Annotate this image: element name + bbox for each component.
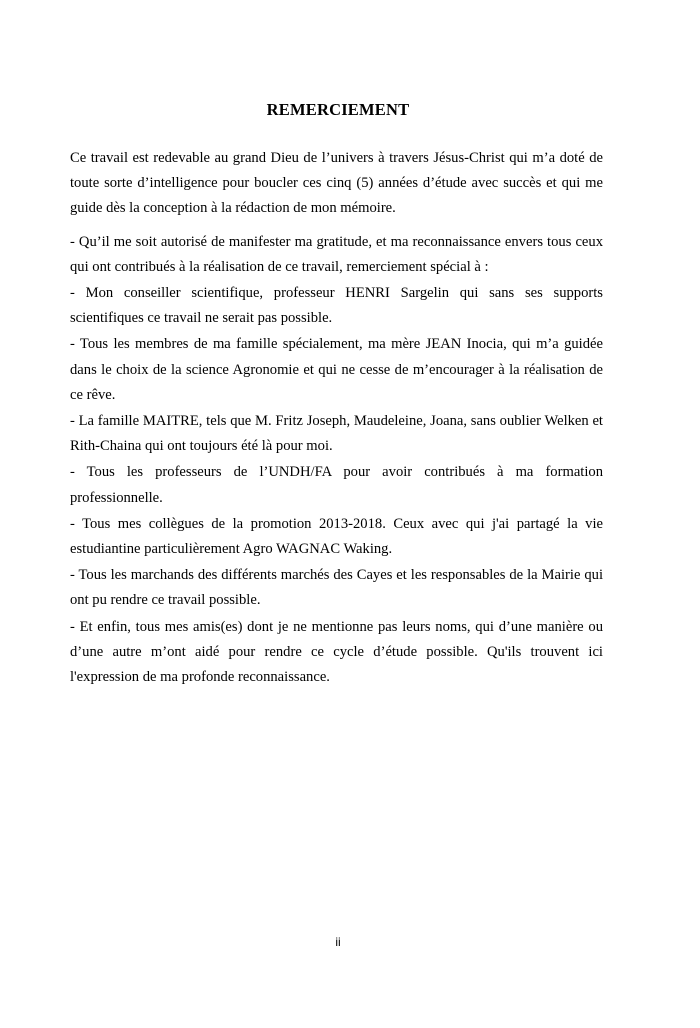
paragraph-professors: - Tous les professeurs de l’UNDH/FA pour avoir contribués à ma formation professionnelle. <box>70 464 603 506</box>
paragraph-colleagues: - Tous mes collègues de la promotion 2013-2018. Ceux avec qui j'ai partagé la vie estudiantine particulièrement Agro WAGNAC Waking. <box>70 515 603 558</box>
paragraph-friends: - Et enfin, tous mes amis(es) dont je ne mentionne pas leurs noms, qui d’une manière ou d’une autre m’ont aidé pour rendre ce cycle d’étude possible. Qu'ils trouvent ici l'expression de ma profonde reconnaissance. <box>70 618 603 686</box>
paragraph-maitre-family: - La famille MAITRE, tels que M. Fritz Joseph, Maudeleine, Joana, sans oublier Welken et Rith-Chaina qui ont toujours été là pour moi. <box>70 413 603 455</box>
page-number: ii <box>335 935 341 949</box>
page-title: REMERCIEMENT <box>266 100 410 119</box>
paragraph-advisor: - Mon conseiller scientifique, professeur HENRI Sargelin qui sans ses supports scientifiques ce travail ne serait pas possible. <box>70 285 603 327</box>
paragraph-family: - Tous les membres de ma famille spécialement, ma mère JEAN Inocia, qui m’a guidée dans le choix de la science Agronomie et qui ne cesse de m’encourager à la réalisation de ce rêve. <box>70 336 603 403</box>
paragraph-intro: Ce travail est redevable au grand Dieu de l’univers à travers Jésus-Christ qui m’a doté de toute sorte d’intelligence pour boucler ces cinq (5) années d’étude avec succès et qui me guide dès la conception à la rédaction de mon mémoire. <box>70 150 603 217</box>
paragraph-gratitude: - Qu’il me soit autorisé de manifester ma gratitude, et ma reconnaissance envers tous ceux qui ont contribués à la réalisation de ce travail, remerciement spécial à : <box>70 233 603 275</box>
acknowledgements-body <box>70 146 603 691</box>
paragraph-merchants: - Tous les marchands des différents marchés des Cayes et les responsables de la Mairie qui ont pu rendre ce travail possible. <box>70 567 603 609</box>
